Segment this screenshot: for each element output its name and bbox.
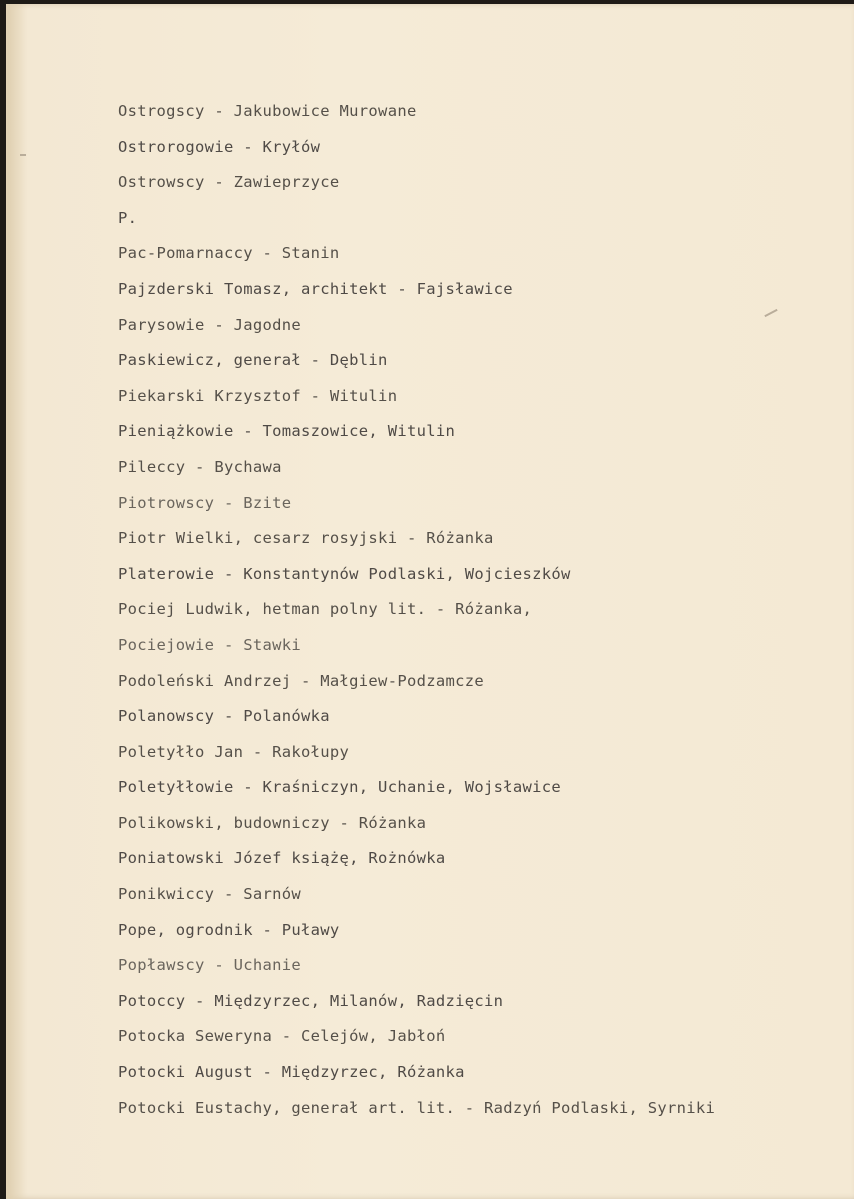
list-item: Poletyłłowie - Kraśniczyn, Uchanie, Wojsławice <box>118 778 562 797</box>
list-item: Pope, ogrodnik - Puławy <box>118 920 340 939</box>
list-item: Pajzderski Tomasz, architekt - Fajsławice <box>118 279 513 298</box>
section-letter: P. <box>118 208 138 227</box>
list-item: Poniatowski Józef książę, Rożnówka <box>118 849 446 868</box>
pen-mark <box>20 154 26 156</box>
list-item: Ostrowscy - Zawieprzyce <box>118 173 340 192</box>
list-item: Piekarski Krzysztof - Witulin <box>118 386 398 405</box>
list-item: Potocki Eustachy, generał art. lit. - Radzyń Podlaski, Syrniki <box>118 1098 716 1117</box>
list-item: Poletyłło Jan - Rakołupy <box>118 742 350 761</box>
list-item: Polikowski, budowniczy - Różanka <box>118 813 427 832</box>
list-item: Pac-Pomarnaccy - Stanin <box>118 244 340 263</box>
list-item: Podoleński Andrzej - Małgiew-Podzamcze <box>118 671 485 690</box>
list-item: Popławscy - Uchanie <box>118 956 302 975</box>
page-gutter-shadow <box>6 4 28 1199</box>
entry-list <box>118 96 838 1128</box>
list-item: Potoccy - Międzyrzec, Milanów, Radzięcin <box>118 991 504 1010</box>
list-item: Pileccy - Bychawa <box>118 457 282 476</box>
list-item: Parysowie - Jagodne <box>118 315 302 334</box>
list-item: Pociejowie - Stawki <box>118 635 302 654</box>
list-item: Potocka Seweryna - Celejów, Jabłoń <box>118 1027 446 1046</box>
list-item: Polanowscy - Polanówka <box>118 707 330 726</box>
list-item: Ostrorogowie - Kryłów <box>118 137 321 156</box>
list-item: Ponikwiccy - Sarnów <box>118 885 302 904</box>
list-item: Ostrogscy - Jakubowice Murowane <box>118 102 417 120</box>
list-item: Potocki August - Międzyrzec, Różanka <box>118 1063 465 1082</box>
document-page <box>6 4 854 1199</box>
list-item: Pieniążkowie - Tomaszowice, Witulin <box>118 422 456 441</box>
list-item: Platerowie - Konstantynów Podlaski, Wojcieszków <box>118 564 571 583</box>
list-item: Piotr Wielki, cesarz rosyjski - Różanka <box>118 529 494 548</box>
list-item: Paskiewicz, generał - Dęblin <box>118 351 388 370</box>
list-item: Piotrowscy - Bzite <box>118 493 292 512</box>
list-item: Pociej Ludwik, hetman polny lit. - Różanka, <box>118 600 533 619</box>
